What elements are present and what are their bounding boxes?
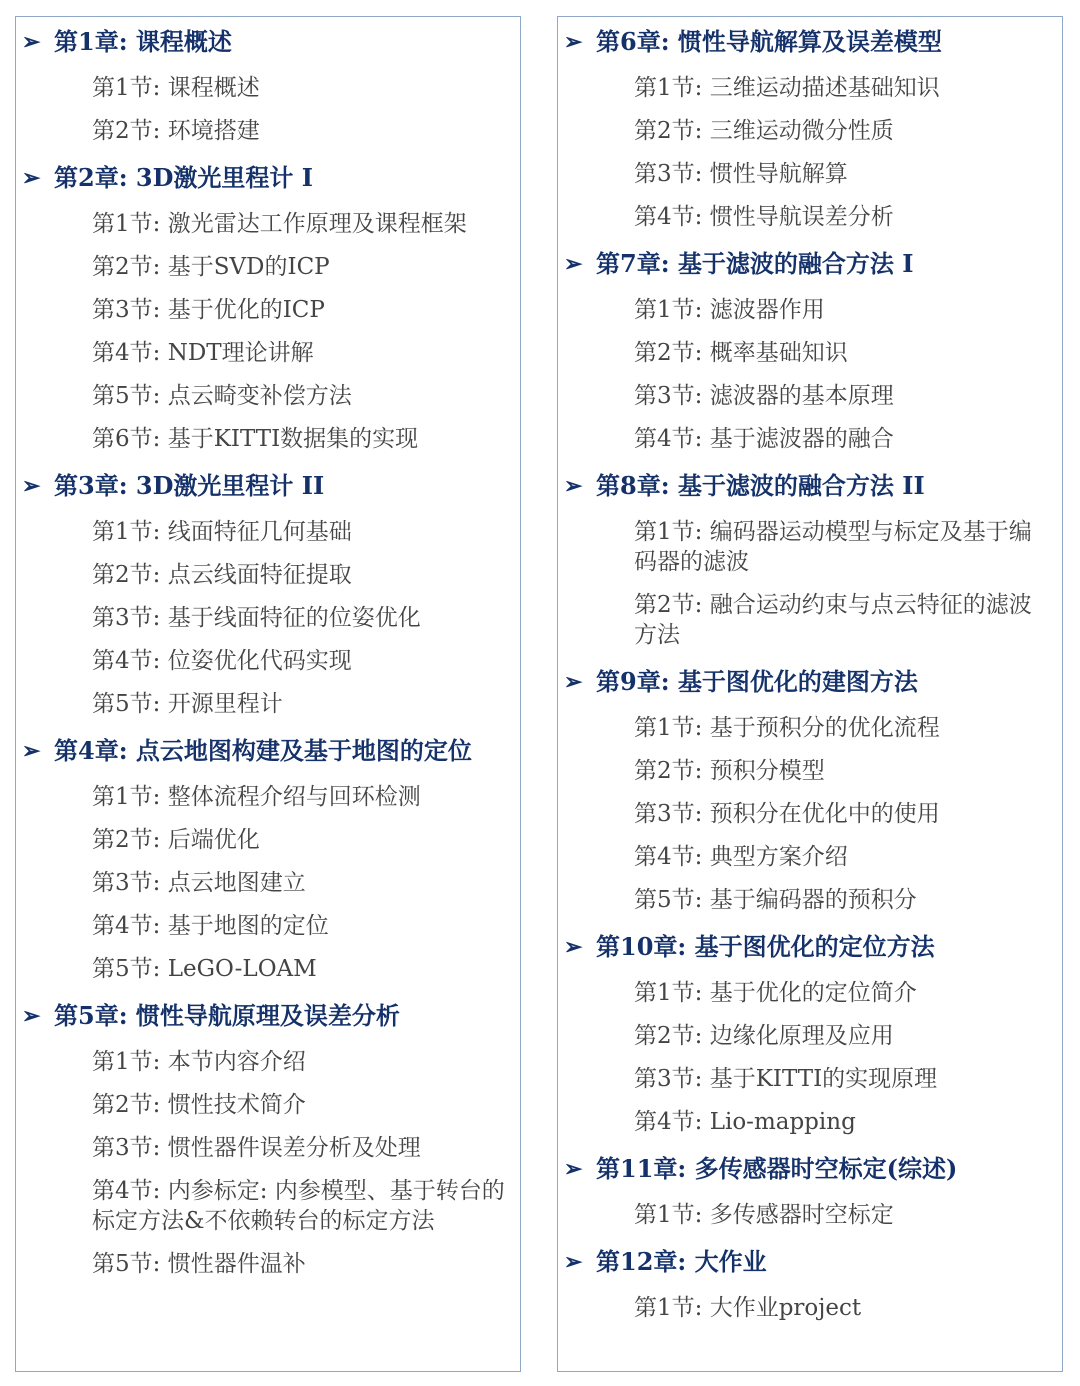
section-item: 第3节: 预积分在优化中的使用 [634,801,940,827]
right-outline-panel [557,16,1063,1372]
arrow-bullet-icon: ➢ [22,165,41,191]
section-item: 第5节: 惯性器件温补 [92,1251,306,1277]
section-item: 第3节: 惯性导航解算 [634,161,848,187]
chapter-heading [564,657,1052,707]
section-item: 第3节: 惯性器件误差分析及处理 [92,1135,421,1161]
section-item: 第1节: 激光雷达工作原理及课程框架 [92,211,467,237]
section-item: 第4节: 惯性导航误差分析 [634,204,894,230]
chapter-heading [564,1237,1052,1287]
chapter-heading [564,461,1052,511]
chapter-heading [564,922,1052,972]
arrow-bullet-icon: ➢ [564,1156,583,1182]
right-outline-list [558,17,1062,1330]
chapter-heading [564,1144,1052,1194]
chapter-title: 第7章: 基于滤波的融合方法 I [596,249,914,278]
section-item: 第4节: 基于滤波器的融合 [634,426,894,452]
chapter-heading [564,239,1052,289]
section-item: 第4节: 内参标定: 内参模型、基于转台的标定方法&不依赖转台的标定方法 [92,1178,505,1234]
section-item: 第1节: 基于预积分的优化流程 [634,715,940,741]
section-item: 第2节: 三维运动微分性质 [634,118,894,144]
section-item: 第1节: 整体流程介绍与回环检测 [92,784,421,810]
section-item: 第2节: 点云线面特征提取 [92,562,352,588]
section-item: 第2节: 融合运动约束与点云特征的滤波方法 [634,592,1032,648]
section-item: 第6节: 基于KITTI数据集的实现 [92,426,419,452]
arrow-bullet-icon: ➢ [564,934,583,960]
arrow-bullet-icon: ➢ [22,29,41,55]
chapter-title: 第3章: 3D激光里程计 II [54,471,325,500]
section-item: 第2节: 环境搭建 [92,118,260,144]
section-item: 第4节: NDT理论讲解 [92,340,314,366]
section-item: 第3节: 基于线面特征的位姿优化 [92,605,421,631]
chapter-title: 第5章: 惯性导航原理及误差分析 [54,1001,400,1030]
arrow-bullet-icon: ➢ [564,29,583,55]
section-item: 第1节: 本节内容介绍 [92,1049,306,1075]
section-item: 第2节: 基于SVD的ICP [92,254,330,280]
arrow-bullet-icon: ➢ [22,473,41,499]
section-item: 第5节: 开源里程计 [92,691,283,717]
section-item: 第1节: 三维运动描述基础知识 [634,75,940,101]
chapter-heading [22,461,510,511]
section-item: 第2节: 概率基础知识 [634,340,848,366]
chapter-title: 第1章: 课程概述 [54,27,232,56]
arrow-bullet-icon: ➢ [564,251,583,277]
chapter-heading [22,991,510,1041]
arrow-bullet-icon: ➢ [22,738,41,764]
section-item: 第2节: 边缘化原理及应用 [634,1023,894,1049]
chapter-heading [564,17,1052,67]
section-item: 第1节: 多传感器时空标定 [634,1202,894,1228]
section-item: 第2节: 惯性技术简介 [92,1092,306,1118]
chapter-title: 第9章: 基于图优化的建图方法 [596,667,918,696]
left-outline-panel [15,16,521,1372]
chapter-heading [22,726,510,776]
chapter-title: 第2章: 3D激光里程计 I [54,163,314,192]
section-item: 第1节: 线面特征几何基础 [92,519,352,545]
section-item: 第3节: 滤波器的基本原理 [634,383,894,409]
left-outline-list [16,17,520,1286]
section-item: 第3节: 点云地图建立 [92,870,306,896]
chapter-title: 第8章: 基于滤波的融合方法 II [596,471,925,500]
arrow-bullet-icon: ➢ [564,1249,583,1275]
section-item: 第1节: 滤波器作用 [634,297,825,323]
chapter-title: 第11章: 多传感器时空标定(综述) [596,1154,958,1183]
chapter-heading [22,17,510,67]
section-item: 第3节: 基于优化的ICP [92,297,325,323]
arrow-bullet-icon: ➢ [564,473,583,499]
arrow-bullet-icon: ➢ [22,1003,41,1029]
section-item: 第5节: 基于编码器的预积分 [634,887,917,913]
section-item: 第1节: 大作业project [634,1295,862,1321]
section-item: 第1节: 课程概述 [92,75,260,101]
chapter-title: 第12章: 大作业 [596,1247,767,1276]
section-item: 第4节: 基于地图的定位 [92,913,329,939]
section-item: 第2节: 预积分模型 [634,758,825,784]
section-item: 第3节: 基于KITTI的实现原理 [634,1066,938,1092]
section-item: 第4节: 典型方案介绍 [634,844,848,870]
section-item: 第5节: LeGO-LOAM [92,956,317,982]
section-item: 第4节: 位姿优化代码实现 [92,648,352,674]
chapter-title: 第4章: 点云地图构建及基于地图的定位 [54,736,472,765]
arrow-bullet-icon: ➢ [564,669,583,695]
section-item: 第4节: Lio-mapping [634,1109,856,1135]
chapter-heading [22,153,510,203]
chapter-title: 第10章: 基于图优化的定位方法 [596,932,935,961]
section-item: 第1节: 基于优化的定位简介 [634,980,917,1006]
section-item: 第2节: 后端优化 [92,827,260,853]
chapter-title: 第6章: 惯性导航解算及误差模型 [596,27,942,56]
section-item: 第5节: 点云畸变补偿方法 [92,383,352,409]
section-item: 第1节: 编码器运动模型与标定及基于编码器的滤波 [634,519,1032,575]
